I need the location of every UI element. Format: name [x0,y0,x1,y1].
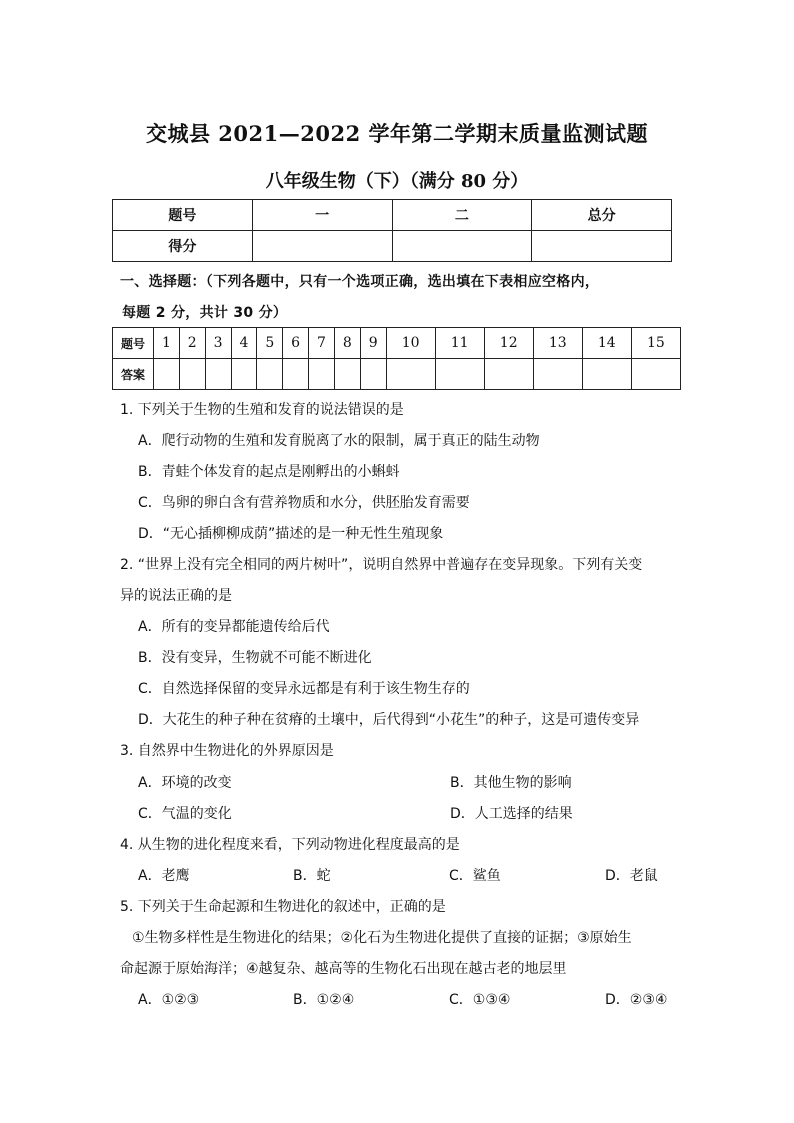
question-2-stem: 2. “世界上没有完全相同的两片树叶”，说明自然界中普遍存在变异现象。下列有关变 [120,557,643,573]
answer-number-cell: 6 [283,328,309,359]
score-cell-part2: 二 [392,200,532,231]
question-4-option-b: B．蛇 [293,868,331,884]
score-table [112,199,672,262]
answer-blank-row [113,359,681,390]
answer-number-cell: 5 [257,328,283,359]
score-table-score-row [113,231,672,262]
question-3-option-a: A．环境的改变 [138,775,232,791]
answer-number-cell: 10 [386,328,435,359]
score-blank-total[interactable] [532,231,672,262]
answer-blank-cell[interactable] [205,359,231,390]
answer-number-cell: 12 [484,328,533,359]
question-5-option-c: C．①③④ [449,992,511,1008]
answer-number-cell: 7 [309,328,335,359]
question-3-option-c: C．气温的变化 [138,806,232,822]
question-5-stem: 5. 下列关于生命起源和生物进化的叙述中，正确的是 [120,899,446,915]
answer-blank-cell[interactable] [533,359,582,390]
question-2-option-a: A．所有的变异都能遗传给后代 [138,619,330,635]
question-5-option-b: B．①②④ [293,992,355,1008]
answer-blank-cell[interactable] [631,359,680,390]
question-3-option-d: D．人工选择的结果 [450,806,573,822]
score-cell-part1: 一 [252,200,392,231]
question-1-option-b: B．青蛙个体发育的起点是刚孵出的小蝌蚪 [138,464,400,480]
question-1-option-c: C．鸟卵的卵白含有营养物质和水分，供胚胎发育需要 [138,495,470,511]
answer-number-cell: 2 [179,328,205,359]
answer-blank-cell[interactable] [283,359,309,390]
answer-row-label: 题号 [113,328,154,359]
answer-number-cell: 4 [231,328,257,359]
section1-heading: 一、选择题：（下列各题中，只有一个选项正确，选出填在下表相应空格内， [120,274,600,290]
question-3-option-b: B．其他生物的影响 [450,775,572,791]
question-4-option-d: D．老鼠 [605,868,658,884]
score-cell-total: 总分 [532,200,672,231]
score-cell-label: 题号 [113,200,253,231]
answer-blank-cell[interactable] [582,359,631,390]
question-3-stem: 3. 自然界中生物进化的外界原因是 [120,743,334,759]
question-1-option-a: A．爬行动物的生殖和发育脱离了水的限制，属于真正的陆生动物 [138,433,540,449]
score-table-header-row [113,200,672,231]
answer-number-cell: 1 [154,328,180,359]
question-2-stem-cont: 异的说法正确的是 [120,588,232,604]
score-blank-part2[interactable] [392,231,532,262]
answer-blank-cell[interactable] [231,359,257,390]
question-1-stem: 1. 下列关于生物的生殖和发育的说法错误的是 [120,402,404,418]
question-5-statement-cont: 命起源于原始海洋；④越复杂、越高等的生物化石出现在越古老的地层里 [120,961,567,977]
answer-number-cell: 3 [205,328,231,359]
section1-heading-cont: 每题 2 分，共计 30 分） [122,305,288,321]
answer-blank-cell[interactable] [179,359,205,390]
answer-row2-label: 答案 [113,359,154,390]
question-2-option-c: C．自然选择保留的变异永远都是有利于该生物生存的 [138,681,470,697]
answer-number-cell: 8 [334,328,360,359]
answer-number-cell: 9 [360,328,386,359]
question-1-option-d: D．“无心插柳柳成荫”描述的是一种无性生殖现象 [138,526,444,542]
question-2-option-d: D．大花生的种子种在贫瘠的土壤中，后代得到“小花生”的种子，这是可遗传变异 [138,712,640,728]
answer-number-cell: 15 [631,328,680,359]
question-4-option-c: C．鲨鱼 [449,868,501,884]
answer-blank-cell[interactable] [386,359,435,390]
exam-subtitle: 八年级生物（下）（满分 80 分） [265,171,529,192]
question-4-option-a: A．老鹰 [138,868,190,884]
question-5-option-a: A．①②③ [138,992,200,1008]
answer-blank-cell[interactable] [334,359,360,390]
score-row-label: 得分 [113,231,253,262]
answer-number-cell: 11 [435,328,484,359]
question-4-stem: 4. 从生物的进化程度来看，下列动物进化程度最高的是 [120,837,460,853]
answer-blank-cell[interactable] [435,359,484,390]
answer-number-row [113,328,681,359]
exam-title: 交城县 2021—2022 学年第二学期末质量监测试题 [145,121,648,146]
answer-blank-cell[interactable] [484,359,533,390]
answer-blank-cell[interactable] [360,359,386,390]
answer-blank-cell[interactable] [154,359,180,390]
answer-number-cell: 14 [582,328,631,359]
question-5-option-d: D．②③④ [605,992,668,1008]
answer-table [112,327,681,390]
answer-blank-cell[interactable] [309,359,335,390]
answer-number-cell: 13 [533,328,582,359]
answer-blank-cell[interactable] [257,359,283,390]
question-2-option-b: B．没有变异，生物就不可能不断进化 [138,650,372,666]
score-blank-part1[interactable] [252,231,392,262]
question-5-statement: ①生物多样性是生物进化的结果；②化石为生物进化提供了直接的证据；③原始生 [132,930,632,946]
